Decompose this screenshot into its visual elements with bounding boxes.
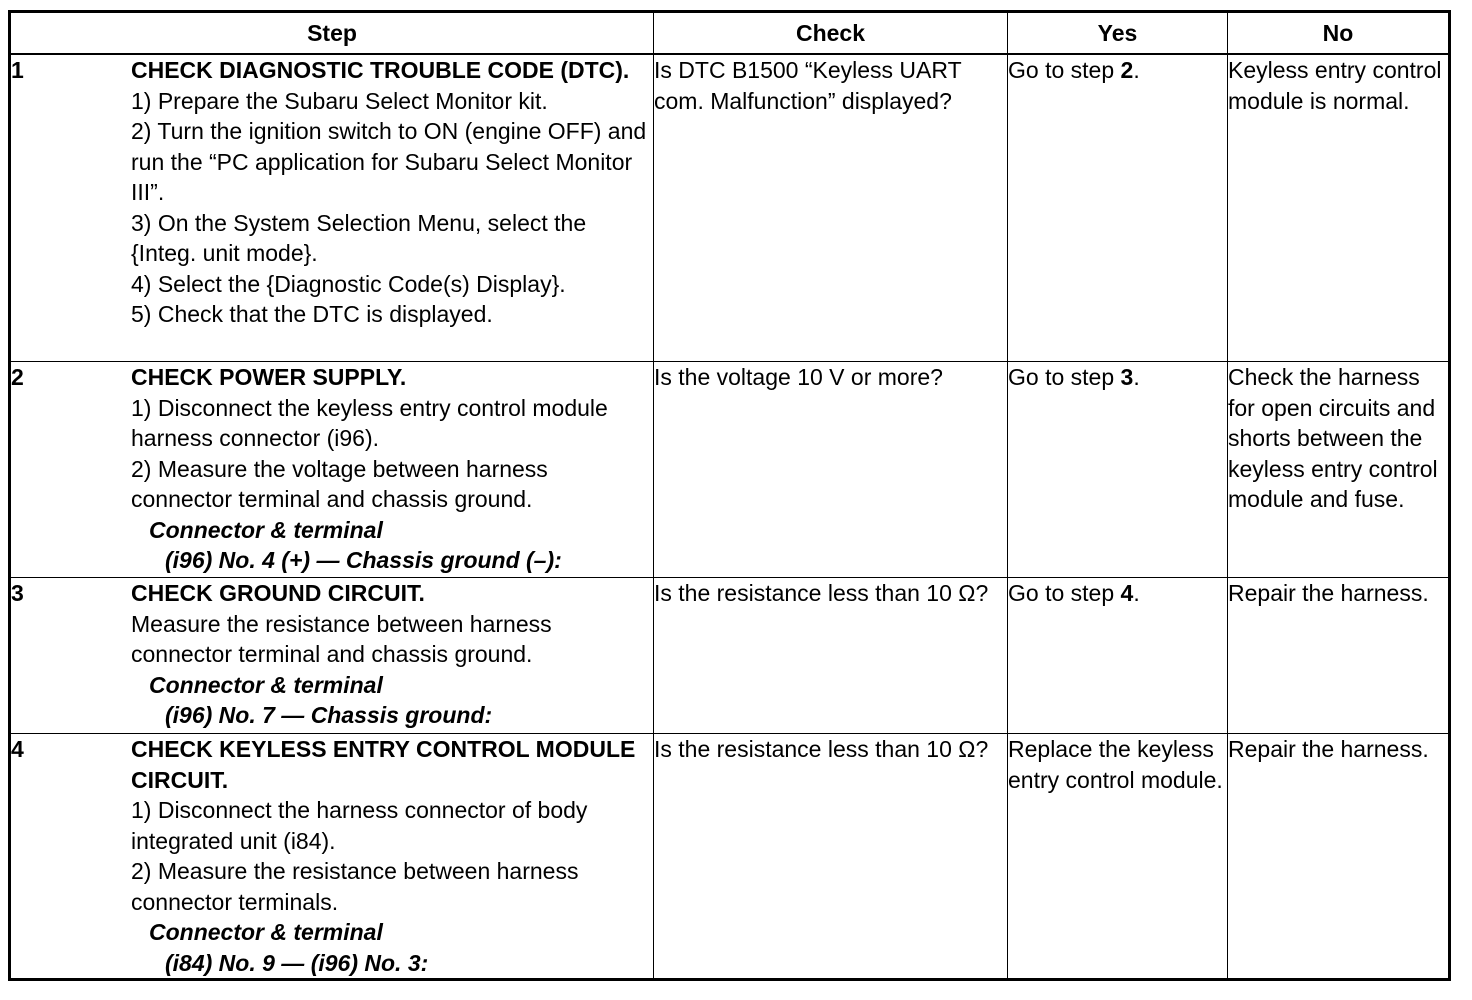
step-cell: [10, 362, 654, 578]
step-instruction: 2) Turn the ignition switch to ON (engine OFF) and run the “PC application for Subaru Select Monitor III”.: [131, 118, 647, 205]
step-title: CHECK GROUND CIRCUIT.: [131, 580, 425, 606]
header-yes: Yes: [1008, 12, 1228, 55]
diagnostic-table: [8, 10, 1451, 981]
step-title: CHECK KEYLESS ENTRY CONTROL MODULE CIRCUIT.: [131, 736, 636, 793]
step-title: CHECK DIAGNOSTIC TROUBLE CODE (DTC).: [131, 57, 630, 83]
connector-terminal: (i84) No. 9 — (i96) No. 3:: [165, 949, 429, 976]
connector-label: Connector & terminal: [149, 516, 383, 543]
step-instruction: 3) On the System Selection Menu, select the {Integ. unit mode}.: [131, 209, 587, 266]
check-cell: Is the resistance less than 10 Ω?: [654, 578, 1008, 734]
yes-cell: [1008, 362, 1228, 578]
check-cell: Is DTC B1500 “Keyless UART com. Malfunction” displayed?: [654, 54, 1008, 362]
header-step: Step: [10, 12, 654, 55]
step-cell: [10, 578, 654, 734]
connector-label: Connector & terminal: [149, 671, 383, 698]
step-cell: [10, 734, 654, 980]
step-instruction: 5) Check that the DTC is displayed.: [131, 301, 493, 327]
step-instruction: 4) Select the {Diagnostic Code(s) Display}.: [131, 270, 566, 297]
check-cell: Is the resistance less than 10 Ω?: [654, 734, 1008, 980]
step-number: 2: [11, 364, 24, 390]
step-instruction: 2) Measure the resistance between harness connector terminals.: [131, 858, 579, 915]
yes-step-ref: 4: [1120, 580, 1134, 606]
header-no: No: [1228, 12, 1450, 55]
step-instruction: 2) Measure the voltage between harness connector terminal and chassis ground.: [131, 455, 548, 512]
connector-terminal: (i96) No. 7 — Chassis ground:: [165, 702, 493, 728]
yes-suffix: .: [1133, 364, 1140, 390]
step-instruction: 1) Prepare the Subaru Select Monitor kit.: [131, 87, 548, 114]
yes-text: Go to step: [1008, 57, 1121, 83]
table-header-row: [10, 12, 1450, 55]
yes-text: Go to step: [1008, 580, 1121, 606]
no-cell: Check the harness for open circuits and shorts between the keyless entry control module and fuse.: [1228, 362, 1450, 578]
table-row: [10, 578, 1450, 734]
step-instruction: 1) Disconnect the harness connector of body integrated unit (i84).: [131, 797, 588, 854]
step-cell: [10, 54, 654, 362]
connector-terminal: (i96) No. 4 (+) — Chassis ground (–):: [165, 547, 562, 573]
no-cell: Keyless entry control module is normal.: [1228, 54, 1450, 362]
step-number: 1: [11, 57, 24, 83]
table-row: [10, 734, 1450, 980]
connector-label: Connector & terminal: [149, 919, 383, 945]
yes-step-ref: 3: [1120, 364, 1134, 390]
yes-text: Go to step: [1008, 364, 1121, 390]
check-cell: Is the voltage 10 V or more?: [654, 362, 1008, 578]
yes-suffix: .: [1133, 580, 1140, 606]
yes-cell: [1008, 578, 1228, 734]
step-number: 4: [11, 736, 24, 762]
no-cell: Repair the harness.: [1228, 578, 1450, 734]
table-row: [10, 54, 1450, 362]
yes-step-ref: 2: [1120, 57, 1134, 83]
no-cell: Repair the harness.: [1228, 734, 1450, 980]
yes-cell: Replace the keyless entry control module.: [1008, 734, 1228, 980]
step-instruction: 1) Disconnect the keyless entry control module harness connector (i96).: [131, 394, 608, 451]
step-instruction: Measure the resistance between harness connector terminal and chassis ground.: [131, 610, 552, 667]
yes-suffix: .: [1133, 57, 1140, 83]
table-row: [10, 362, 1450, 578]
yes-cell: [1008, 54, 1228, 362]
header-check: Check: [654, 12, 1008, 55]
step-number: 3: [11, 580, 24, 606]
step-title: CHECK POWER SUPPLY.: [131, 364, 407, 390]
